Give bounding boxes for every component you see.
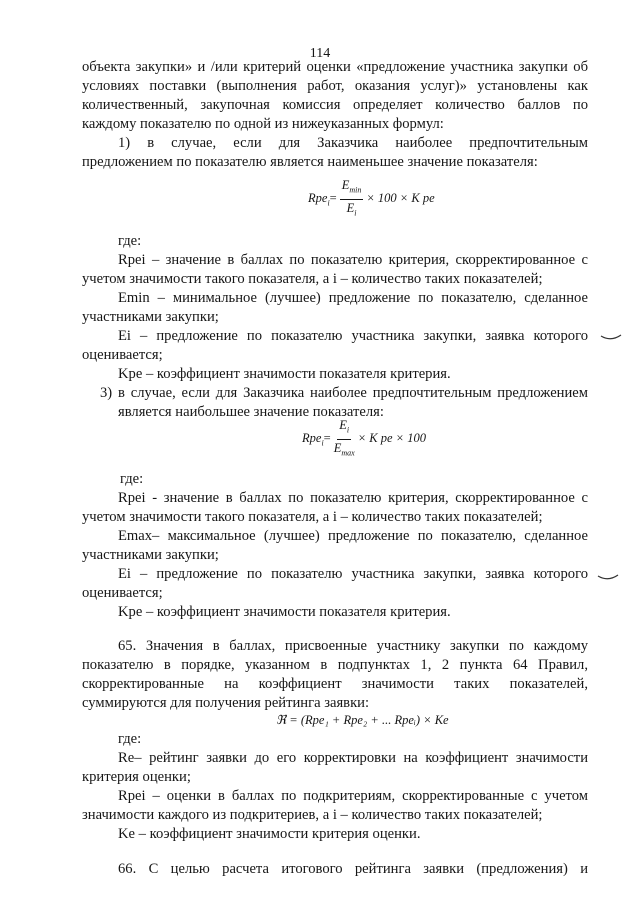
formula-max-num: E <box>339 418 347 432</box>
case3-line-1: 3) в случае, если для Заказчика наиболее предпочтительным предложением <box>100 385 588 401</box>
intro-line-2: условиях поставки (выполнения работ, оказания услуг)» установлены как <box>82 78 588 94</box>
case3-def-7: Kpe – коэффициент значимости показателя критерия. <box>118 604 451 620</box>
formula-min <box>308 178 435 220</box>
sec65-line-1: 65. Значения в баллах, присвоенные участнику закупки по каждому <box>118 638 588 654</box>
formula-rating: ℜ = (Rpe₁ + Rpe₂ + ... Rpeᵢ) × Ke <box>276 713 449 727</box>
case3-def-5: Ei – предложение по показателю участника закупки, заявка которого <box>118 566 588 582</box>
formula-min-fraction <box>340 178 364 220</box>
intro-line-3: количественный, закупочная комиссия определяет количество баллов по <box>82 97 588 113</box>
margin-pencil-mark-2 <box>597 574 619 582</box>
sec66-line-1: 66. С целью расчета итогового рейтинга заявки (предложения) и <box>118 861 588 877</box>
page-number: 114 <box>309 46 331 61</box>
margin-pencil-mark-1 <box>600 334 622 342</box>
case1-where: где: <box>118 233 142 249</box>
case1-def-3: Emin – минимальное (лучшее) предложение по показателю, сделанное <box>118 290 588 306</box>
sec65-line-2: показателю в порядке, указанном в подпунктах 1, 2 пункта 64 Правил, <box>82 657 588 673</box>
formula-min-num-sub: min <box>349 185 362 195</box>
case1-line-1: 1) в случае, если для Заказчика наиболее предпочтительным <box>118 135 588 151</box>
formula-max-den-sub: max <box>341 448 355 457</box>
case1-def-7: Kpe – коэффициент значимости показателя критерия. <box>118 366 451 382</box>
sec65-def-4: значимости каждого из подкритериев, а i – количество таких показателей; <box>82 807 543 823</box>
formula-max-tail: × K pe × 100 <box>357 430 426 445</box>
formula-min-lhs: Rpe <box>308 190 328 205</box>
case3-line-2: является наибольшее значение показателя: <box>118 404 384 420</box>
formula-min-den: E <box>346 200 355 215</box>
case3-def-3: Emax– максимальное (лучшее) предложение по показателю, сделанное <box>118 528 588 544</box>
sec65-line-3: скорректированные на коэффициент значимости таких показателей, <box>82 676 588 692</box>
case1-def-6: оценивается; <box>82 347 163 363</box>
formula-max-lhs: Rpe <box>302 430 322 445</box>
formula-max-fraction <box>334 418 355 460</box>
intro-line-1: объекта закупки» и /или критерий оценки «предложение участника закупки об <box>82 59 588 75</box>
formula-min-lhs-sub: i <box>327 198 330 208</box>
formula-min-den-sub: i <box>354 208 357 217</box>
case3-def-2: учетом значимости такого показателя, а i – количество таких показателей; <box>82 509 543 525</box>
sec65-def-1: Re– рейтинг заявки до его корректировки на коэффициент значимости <box>118 750 588 766</box>
case3-def-1: Rpei - значение в баллах по показателю критерия, скорректированное с <box>118 490 588 506</box>
formula-min-eq: = <box>329 190 337 205</box>
case1-def-4: участниками закупки; <box>82 309 219 325</box>
formula-max-num-sub: i <box>346 425 350 435</box>
case1-line-2: предложением по показателю является наименьшее значение показателя: <box>82 154 538 170</box>
formula-max-eq: = <box>323 430 331 445</box>
sec65-where: где: <box>118 731 142 747</box>
sec65-def-3: Rpei – оценки в баллах по подкритериям, скорректированные с учетом <box>118 788 588 804</box>
sec65-def-2: критерия оценки; <box>82 769 191 785</box>
case1-def-2: учетом значимости такого показателя, а i – количество таких показателей; <box>82 271 543 287</box>
case3-where: где: <box>120 471 144 487</box>
case1-def-5: Ei – предложение по показателю участника закупки, заявка которого <box>118 328 588 344</box>
intro-line-4: каждому показателю по одной из нижеуказанных формул: <box>82 116 444 132</box>
sec65-def-5: Ke – коэффициент значимости критерия оценки. <box>118 826 421 842</box>
formula-max-lhs-sub: i <box>321 438 324 448</box>
formula-max <box>302 418 426 460</box>
sec65-line-4: суммируются для получения рейтинга заявки: <box>82 695 370 711</box>
formula-max-den: E <box>333 440 342 455</box>
formula-min-tail: × 100 × K pe <box>366 190 435 205</box>
case3-def-4: участниками закупки; <box>82 547 219 563</box>
formula-min-num: E <box>341 178 350 192</box>
case3-def-6: оценивается; <box>82 585 163 601</box>
case1-def-1: Rpei – значение в баллах по показателю критерия, скорректированное с <box>118 252 588 268</box>
